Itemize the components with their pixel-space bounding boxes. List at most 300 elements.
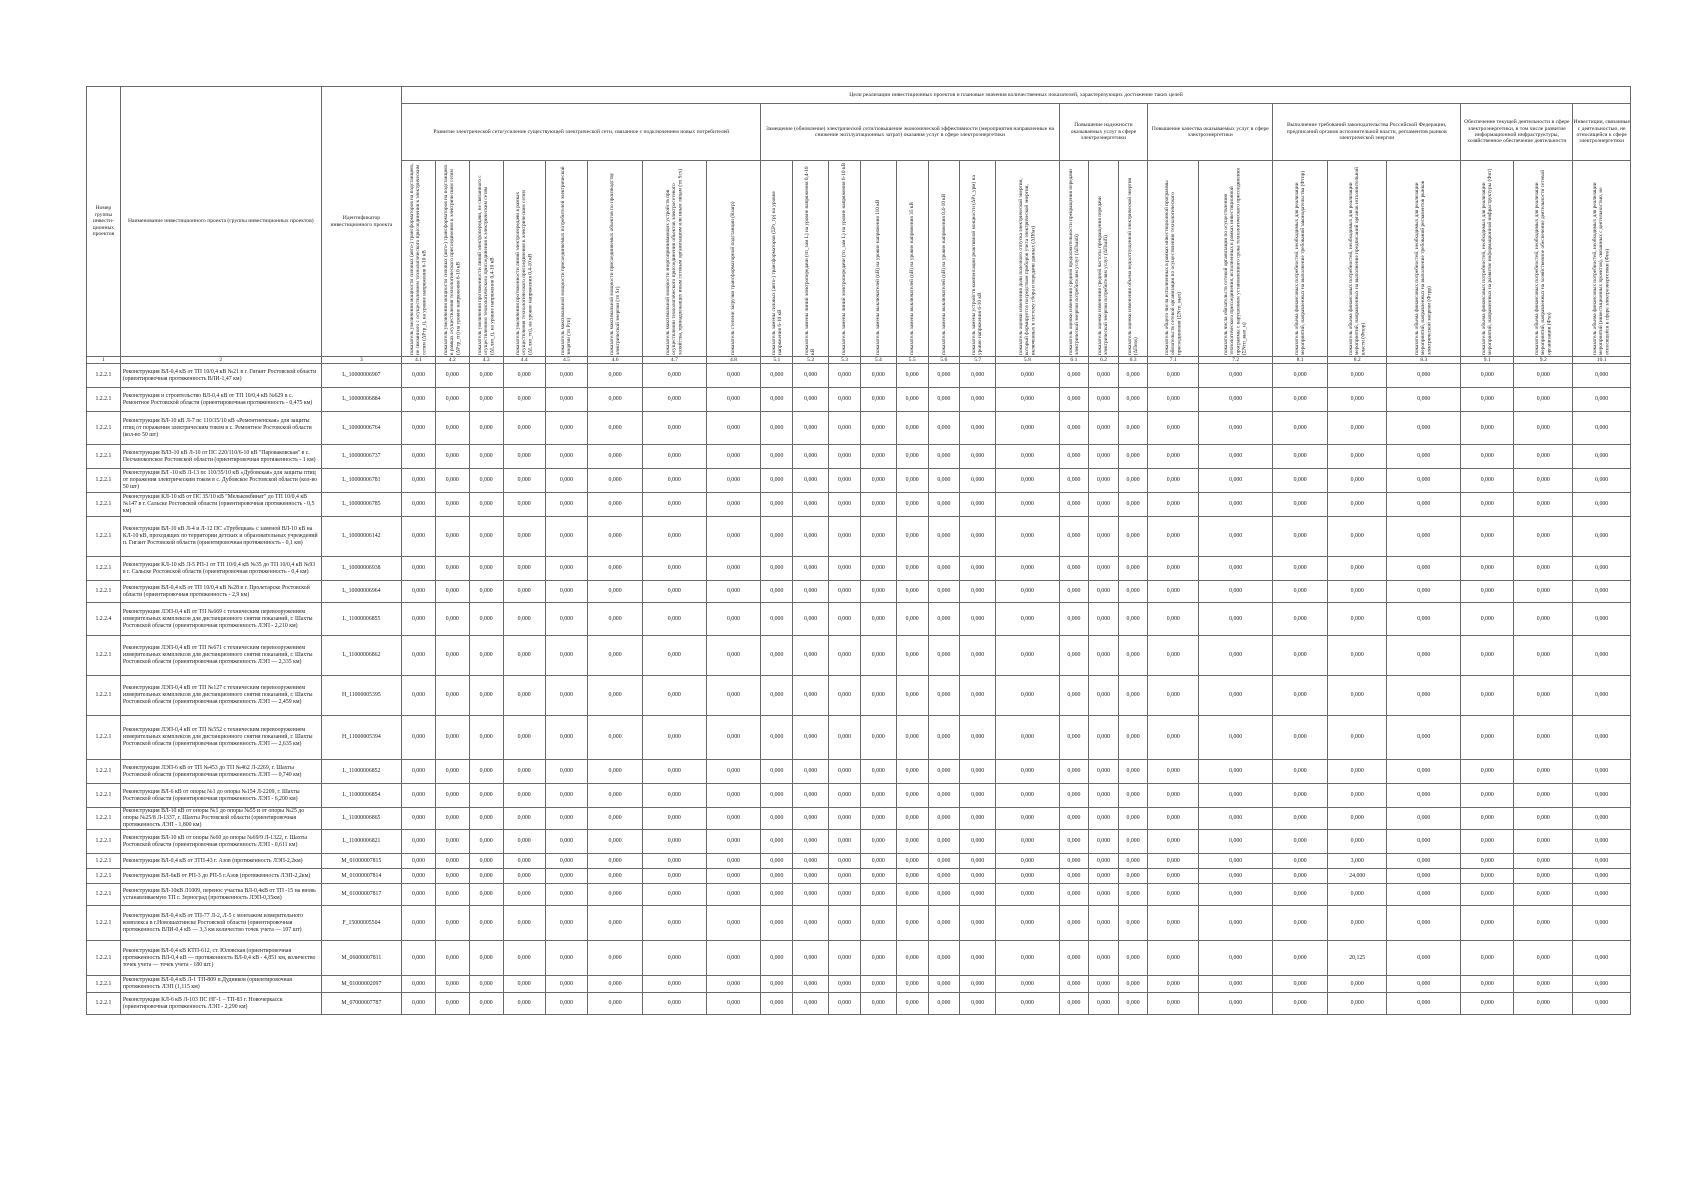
- cell-project-id: M_06000007811: [321, 941, 401, 976]
- cell-value: 0,000: [1089, 808, 1119, 830]
- cell-value: 0,000: [1328, 581, 1387, 603]
- cell-value: 0,000: [860, 716, 896, 760]
- cell-value: 0,000: [761, 993, 793, 1015]
- cell-value: 0,000: [1387, 869, 1461, 884]
- cell-value: 0,000: [1059, 581, 1089, 603]
- cell-value: 0,000: [1514, 993, 1573, 1015]
- cell-value: 0,000: [960, 445, 996, 469]
- cell-value: 0,000: [1118, 854, 1148, 869]
- cell-value: 0,000: [545, 557, 587, 581]
- cell-value: 0,000: [1461, 493, 1514, 517]
- cell-value: 0,000: [896, 364, 928, 388]
- cell-value: 0,000: [960, 603, 996, 636]
- cell-value: 0,000: [829, 445, 861, 469]
- cell-value: 0,000: [1514, 557, 1573, 581]
- column-number: 8.2: [1328, 357, 1387, 364]
- header-indicator: [1148, 161, 1199, 357]
- cell-value: 0,000: [1328, 517, 1387, 557]
- column-number: 8.3: [1387, 357, 1461, 364]
- cell-group-number: 1.2.2.1: [87, 445, 121, 469]
- cell-value: 0,000: [1514, 676, 1573, 716]
- cell-project-id: L_10000006142: [321, 517, 401, 557]
- cell-value: 3,000: [1328, 854, 1387, 869]
- cell-value: 0,000: [860, 854, 896, 869]
- cell-value: 0,000: [1118, 364, 1148, 388]
- cell-value: 0,000: [860, 493, 896, 517]
- cell-project-name: Реконструкция ВЛ-0,4 кВ от ТП 10/0,4 кВ №28 в г. Пролетарске Ростовской области (ориентировочная протяженность - 2,9 км): [120, 581, 321, 603]
- cell-value: 0,000: [996, 469, 1059, 493]
- cell-value: 0,000: [1461, 445, 1514, 469]
- cell-value: 0,000: [761, 854, 793, 869]
- cell-value: 0,000: [503, 993, 545, 1015]
- cell-value: 0,000: [402, 884, 436, 906]
- cell-value: 0,000: [960, 906, 996, 941]
- cell-value: 0,000: [706, 364, 761, 388]
- cell-value: 0,000: [1573, 388, 1631, 412]
- cell-value: 0,000: [928, 884, 960, 906]
- cell-value: 0,000: [1199, 993, 1273, 1015]
- cell-value: 0,000: [793, 581, 829, 603]
- cell-value: 0,000: [1148, 493, 1199, 517]
- cell-value: 0,000: [435, 993, 469, 1015]
- cell-value: 0,000: [643, 557, 706, 581]
- cell-value: 0,000: [996, 517, 1059, 557]
- cell-value: 0,000: [1148, 808, 1199, 830]
- cell-value: 0,000: [1514, 469, 1573, 493]
- cell-value: 0,000: [469, 760, 503, 784]
- cell-value: 0,000: [928, 716, 960, 760]
- cell-value: 0,000: [469, 993, 503, 1015]
- cell-value: 0,000: [469, 469, 503, 493]
- cell-value: 0,000: [1089, 976, 1119, 993]
- cell-value: 0,000: [1148, 676, 1199, 716]
- cell-value: 0,000: [1089, 581, 1119, 603]
- cell-value: 0,000: [588, 784, 643, 808]
- cell-value: 0,000: [1199, 603, 1273, 636]
- cell-value: 0,000: [1328, 636, 1387, 676]
- cell-value: 0,000: [402, 854, 436, 869]
- cell-value: 0,000: [996, 412, 1059, 445]
- cell-value: 0,000: [469, 412, 503, 445]
- header-indicator: [588, 161, 643, 357]
- cell-value: 0,000: [1089, 636, 1119, 676]
- cell-project-id: H_11000005395: [321, 676, 401, 716]
- cell-value: 0,000: [1089, 412, 1119, 445]
- cell-value: 0,000: [1059, 884, 1089, 906]
- cell-value: 0,000: [1199, 517, 1273, 557]
- cell-value: 0,000: [1199, 676, 1273, 716]
- header-indicator: [1199, 161, 1273, 357]
- cell-value: 0,000: [1273, 364, 1328, 388]
- cell-value: 0,000: [588, 603, 643, 636]
- cell-value: 0,000: [860, 784, 896, 808]
- header-goal-group: Инвестиции, связанные с деятельностью, не относящейся к сфере электроэнергетики: [1573, 104, 1631, 161]
- header-indicator-text: показатель объема финансовых потребностей, необходимых для реализации мероприятий, направленных на выполнение предписаний органов исполнительной власти (Фпор): [1347, 166, 1367, 355]
- cell-value: 0,000: [545, 808, 587, 830]
- cell-project-id: M_01000007814: [321, 869, 401, 884]
- cell-value: 0,000: [829, 993, 861, 1015]
- cell-value: 0,000: [1461, 517, 1514, 557]
- cell-value: 0,000: [860, 941, 896, 976]
- cell-value: 0,000: [1387, 364, 1461, 388]
- cell-value: 0,000: [996, 869, 1059, 884]
- cell-value: 0,000: [435, 493, 469, 517]
- cell-value: 0,000: [928, 676, 960, 716]
- header-indicator-text: показатель замены силовых (авто-) трансформаторов (ΣPз_тр) на уровне напряжения 6-10 кВ: [770, 190, 783, 355]
- cell-value: 0,000: [545, 388, 587, 412]
- cell-value: 0,000: [1573, 760, 1631, 784]
- cell-value: 0,000: [469, 676, 503, 716]
- cell-value: 0,000: [1059, 469, 1089, 493]
- cell-value: 0,000: [793, 941, 829, 976]
- cell-value: 0,000: [996, 493, 1059, 517]
- cell-value: 0,000: [706, 603, 761, 636]
- cell-value: 0,000: [1148, 869, 1199, 884]
- cell-value: 0,000: [435, 976, 469, 993]
- cell-group-number: 1.2.2.1: [87, 469, 121, 493]
- cell-value: 0,000: [545, 517, 587, 557]
- cell-value: 0,000: [643, 603, 706, 636]
- cell-value: 0,000: [402, 784, 436, 808]
- cell-value: 0,000: [1514, 445, 1573, 469]
- cell-value: 0,000: [1273, 412, 1328, 445]
- cell-value: 0,000: [1387, 603, 1461, 636]
- cell-value: 0,000: [1328, 557, 1387, 581]
- cell-value: 0,000: [1573, 469, 1631, 493]
- cell-value: 0,000: [545, 784, 587, 808]
- cell-value: 0,000: [469, 906, 503, 941]
- cell-value: 0,000: [1199, 493, 1273, 517]
- cell-value: 0,000: [1328, 493, 1387, 517]
- cell-value: 0,000: [706, 636, 761, 676]
- cell-value: 0,000: [860, 445, 896, 469]
- cell-value: 0,000: [1573, 445, 1631, 469]
- cell-group-number: 1.2.2.1: [87, 906, 121, 941]
- cell-value: 0,000: [1573, 581, 1631, 603]
- cell-value: 0,000: [793, 517, 829, 557]
- cell-value: 0,000: [1573, 676, 1631, 716]
- cell-value: 0,000: [960, 830, 996, 854]
- cell-value: 0,000: [643, 581, 706, 603]
- header-indicator-text: показатель числа обязательств сетевой организации по осуществлению технологического присоединения, исполненных в рамках инвестиционной программы с нарушением установленного срока технологического присоединения (ΣNтп_вып_н): [1223, 167, 1248, 355]
- cell-value: 0,000: [1089, 884, 1119, 906]
- cell-value: 0,000: [1059, 636, 1089, 676]
- column-number: 4.5: [545, 357, 587, 364]
- table-row: [87, 993, 1631, 1015]
- cell-value: 0,000: [402, 581, 436, 603]
- cell-value: 0,000: [1573, 906, 1631, 941]
- header-indicator: [503, 161, 545, 357]
- cell-value: 0,000: [896, 557, 928, 581]
- cell-value: 0,000: [469, 830, 503, 854]
- cell-value: 0,000: [402, 716, 436, 760]
- table-row: [87, 364, 1631, 388]
- cell-value: 0,000: [503, 364, 545, 388]
- cell-value: 0,000: [960, 388, 996, 412]
- cell-value: 0,000: [1387, 445, 1461, 469]
- cell-value: 0,000: [960, 869, 996, 884]
- cell-value: 0,000: [1273, 976, 1328, 993]
- cell-value: 0,000: [1573, 364, 1631, 388]
- cell-value: 0,000: [588, 636, 643, 676]
- header-indicator-text: показатель объема финансовых потребностей, необходимых для реализации мероприятий (инвестиционных проектов), связанных с деятельностью, не относящейся к сфере электроэнергетики (Фно): [1592, 181, 1611, 355]
- cell-value: 0,000: [1059, 388, 1089, 412]
- cell-value: 0,000: [793, 976, 829, 993]
- cell-value: 0,000: [1387, 941, 1461, 976]
- cell-value: 0,000: [545, 636, 587, 676]
- cell-project-id: M_01000002097: [321, 976, 401, 993]
- cell-value: 0,000: [1461, 388, 1514, 412]
- investment-indicators-table: [86, 86, 1631, 1015]
- cell-value: 0,000: [793, 993, 829, 1015]
- column-number: 5.1: [761, 357, 793, 364]
- cell-value: 0,000: [1199, 830, 1273, 854]
- cell-value: 0,000: [928, 636, 960, 676]
- header-indicator: [860, 161, 896, 357]
- header-indicator: [706, 161, 761, 357]
- cell-value: 0,000: [545, 364, 587, 388]
- cell-value: 0,000: [503, 941, 545, 976]
- column-number: 5.3: [829, 357, 861, 364]
- cell-value: 0,000: [1273, 854, 1328, 869]
- cell-value: 0,000: [435, 854, 469, 869]
- cell-value: 0,000: [761, 941, 793, 976]
- header-indicator-text: показатель увеличения мощности силовых (авто-) трансформаторов на подстанциях в рамках осуществления технологического присоединения к электрическим сетям (ΔPтр_тп) на уровне напряжения 6-10 кВ: [442, 164, 462, 355]
- cell-value: 0,000: [829, 364, 861, 388]
- cell-value: 0,000: [588, 517, 643, 557]
- cell-value: 0,000: [761, 581, 793, 603]
- cell-project-name: Реконструкция ВЛ-0,4 кВ Л-1 ТП-809 п.Дудников (ориентировочная протяженность ЛЭП (1,115 км): [120, 976, 321, 993]
- cell-project-name: Реконструкция ВЛ-10 кВ от опоры №1 до опоры №55 и от опоры №25 до опоры №25/8 Л-1337, г. Шахты Ростовской области (ориентировочная протяженность ЛЭП - 1,800 км): [120, 808, 321, 830]
- cell-value: 0,000: [503, 445, 545, 469]
- cell-value: 0,000: [860, 993, 896, 1015]
- cell-value: 0,000: [402, 760, 436, 784]
- header-goal-group: Развитие электрической сети/усиление существующей электрической сети, связанное с подключением новых потребителей: [402, 104, 761, 161]
- cell-value: 0,000: [1573, 884, 1631, 906]
- cell-value: 0,000: [1199, 941, 1273, 976]
- cell-value: 0,000: [896, 854, 928, 869]
- cell-value: 0,000: [1118, 906, 1148, 941]
- cell-value: 0,000: [1387, 976, 1461, 993]
- cell-value: 0,000: [1148, 976, 1199, 993]
- cell-value: 0,000: [545, 469, 587, 493]
- cell-value: 0,000: [588, 581, 643, 603]
- cell-value: 0,000: [706, 493, 761, 517]
- cell-project-name: Реконструкция ЛЭП-0,4 кВ от ТП №669 с техническим перевооружением измерительных комплексов для дистанционного снятия показаний, г. Шахты Ростовской области (ориентировочная протяженность ЛЭП - 2,210 км): [120, 603, 321, 636]
- cell-project-id: M_01000007815: [321, 854, 401, 869]
- document-sheet: [86, 86, 1631, 1015]
- cell-value: 0,000: [643, 869, 706, 884]
- cell-value: 0,000: [928, 388, 960, 412]
- cell-value: 0,000: [435, 364, 469, 388]
- header-goal-group: Повышение надежности оказываемых услуг в сфере электроэнергетики: [1059, 104, 1148, 161]
- cell-value: 0,000: [503, 784, 545, 808]
- cell-value: 0,000: [643, 830, 706, 854]
- cell-group-number: 1.2.2.1: [87, 941, 121, 976]
- cell-value: 0,000: [1273, 716, 1328, 760]
- cell-value: 0,000: [1199, 760, 1273, 784]
- header-indicator-text: показатель объема финансовых потребностей, необходимых для реализации мероприятий, направленных на развитие информационной инфраструктуры (Фит): [1481, 168, 1494, 355]
- cell-group-number: 1.2.2.1: [87, 517, 121, 557]
- cell-value: 0,000: [860, 581, 896, 603]
- cell-value: 0,000: [761, 884, 793, 906]
- cell-value: 0,000: [643, 469, 706, 493]
- header-row-numbers: [87, 357, 1631, 364]
- cell-value: 0,000: [928, 808, 960, 830]
- cell-value: 0,000: [435, 469, 469, 493]
- cell-value: 0,000: [1199, 976, 1273, 993]
- cell-value: 0,000: [829, 716, 861, 760]
- cell-project-id: L_10000006764: [321, 412, 401, 445]
- cell-value: 0,000: [996, 830, 1059, 854]
- column-number: 3: [321, 357, 401, 364]
- cell-project-id: L_11000006852: [321, 760, 401, 784]
- cell-value: 0,000: [706, 830, 761, 854]
- cell-value: 0,000: [928, 364, 960, 388]
- cell-value: 0,000: [1328, 808, 1387, 830]
- cell-value: 0,000: [503, 869, 545, 884]
- cell-project-id: L_10000006907: [321, 364, 401, 388]
- cell-group-number: 1.2.2.1: [87, 760, 121, 784]
- cell-value: 0,000: [588, 808, 643, 830]
- cell-value: 0,000: [706, 941, 761, 976]
- header-indicator-text: показатель объема финансовых потребностей, необходимых для реализации мероприятий, направленных на выполнение требований регламентов рынков электрической энергии (Фтрр): [1414, 180, 1433, 355]
- cell-value: 0,000: [1089, 388, 1119, 412]
- cell-value: 0,000: [996, 364, 1059, 388]
- column-number: 1: [87, 357, 121, 364]
- header-indicator: [1273, 161, 1328, 357]
- cell-value: 0,000: [1118, 557, 1148, 581]
- cell-value: 0,000: [960, 581, 996, 603]
- cell-value: 0,000: [469, 557, 503, 581]
- column-number: 4.4: [503, 357, 545, 364]
- cell-value: 0,000: [1514, 760, 1573, 784]
- cell-value: 0,000: [793, 869, 829, 884]
- cell-value: 0,000: [896, 993, 928, 1015]
- cell-value: 0,000: [829, 784, 861, 808]
- column-number: 4.1: [402, 357, 436, 364]
- cell-value: 0,000: [761, 364, 793, 388]
- cell-value: 0,000: [588, 412, 643, 445]
- cell-value: 0,000: [1573, 854, 1631, 869]
- cell-value: 0,000: [1118, 884, 1148, 906]
- cell-value: 0,000: [860, 760, 896, 784]
- cell-value: 0,000: [860, 808, 896, 830]
- cell-value: 0,000: [996, 854, 1059, 869]
- cell-value: 0,000: [896, 603, 928, 636]
- cell-value: 0,000: [503, 581, 545, 603]
- table-row: [87, 716, 1631, 760]
- cell-value: 0,000: [793, 830, 829, 854]
- cell-value: 0,000: [706, 581, 761, 603]
- cell-value: 0,000: [1514, 364, 1573, 388]
- cell-value: 0,000: [503, 493, 545, 517]
- cell-value: 0,000: [793, 676, 829, 716]
- cell-value: 0,000: [1059, 906, 1089, 941]
- cell-project-id: L_10000006938: [321, 557, 401, 581]
- cell-value: 0,000: [545, 906, 587, 941]
- cell-value: 0,000: [960, 676, 996, 716]
- cell-value: 0,000: [706, 784, 761, 808]
- cell-value: 0,000: [1273, 884, 1328, 906]
- cell-value: 0,000: [1514, 716, 1573, 760]
- column-number: 4.6: [588, 357, 643, 364]
- cell-value: 0,000: [1514, 603, 1573, 636]
- cell-value: 0,000: [1089, 784, 1119, 808]
- cell-value: 0,000: [643, 676, 706, 716]
- header-indicator: [1387, 161, 1461, 357]
- header-project-id: Идентификатор инвестиционного проекта: [321, 87, 401, 357]
- cell-value: 0,000: [1148, 784, 1199, 808]
- cell-value: 0,000: [1273, 557, 1328, 581]
- column-number: 4.8: [706, 357, 761, 364]
- cell-value: 0,000: [1118, 581, 1148, 603]
- cell-value: 0,000: [960, 716, 996, 760]
- cell-value: 0,000: [996, 993, 1059, 1015]
- cell-value: 0,000: [896, 469, 928, 493]
- cell-value: 0,000: [761, 445, 793, 469]
- cell-value: 0,000: [402, 869, 436, 884]
- cell-value: 0,000: [1118, 469, 1148, 493]
- cell-value: 0,000: [1328, 676, 1387, 716]
- column-number: 5.4: [860, 357, 896, 364]
- cell-value: 0,000: [1089, 603, 1119, 636]
- cell-value: 0,000: [643, 517, 706, 557]
- cell-value: 0,000: [1059, 364, 1089, 388]
- header-indicator: [896, 161, 928, 357]
- cell-value: 0,000: [928, 493, 960, 517]
- cell-value: 0,000: [1059, 493, 1089, 517]
- cell-value: 0,000: [928, 869, 960, 884]
- cell-value: 0,000: [706, 716, 761, 760]
- cell-value: 0,000: [1059, 760, 1089, 784]
- cell-value: 0,000: [896, 906, 928, 941]
- table-row: [87, 808, 1631, 830]
- cell-value: 0,000: [1514, 388, 1573, 412]
- header-indicator-text: показатель увеличения протяженности линий электропередачи в рамках осуществления технологического присоединения к электрическим сетям (ΔLлэп_тп), на уровне напряжения 0,4-10 кВ: [514, 189, 534, 355]
- cell-value: 0,000: [435, 869, 469, 884]
- cell-value: 0,000: [1387, 854, 1461, 869]
- cell-value: 0,000: [1148, 517, 1199, 557]
- cell-value: 0,000: [996, 388, 1059, 412]
- header-indicator-text: показатель общего числа исполненных в рамках инвестиционной программы обязательств сетевой организации по осуществлению технологического присоединения (ΣNтп_вып): [1163, 179, 1183, 355]
- cell-value: 0,000: [402, 941, 436, 976]
- cell-value: 0,000: [761, 388, 793, 412]
- cell-value: 0,000: [1059, 869, 1089, 884]
- cell-value: 0,000: [1573, 412, 1631, 445]
- header-indicator: [1059, 161, 1089, 357]
- cell-value: 0,000: [1273, 581, 1328, 603]
- cell-value: 0,000: [960, 557, 996, 581]
- cell-value: 0,000: [435, 412, 469, 445]
- header-project-name: Наименование инвестиционного проекта (группы инвестиционных проектов): [120, 87, 321, 357]
- header-indicator-text: показатель увеличения протяженности линий электропередачи, не связанного с осуществлением технологического присоединения к электрическим сетям (ΔLлэп_i), на уровне напряжения 0,4-10 кВ: [476, 174, 496, 355]
- header-indicator: [1461, 161, 1514, 357]
- cell-value: 0,000: [1273, 676, 1328, 716]
- cell-value: 0,000: [1199, 364, 1273, 388]
- cell-value: 0,000: [1328, 830, 1387, 854]
- cell-value: 0,000: [1273, 808, 1328, 830]
- cell-value: 0,000: [1199, 469, 1273, 493]
- cell-value: 0,000: [1461, 469, 1514, 493]
- cell-value: 0,000: [1387, 784, 1461, 808]
- cell-value: 0,000: [402, 993, 436, 1015]
- cell-value: 0,000: [706, 412, 761, 445]
- cell-value: 0,000: [996, 906, 1059, 941]
- cell-value: 0,000: [1461, 364, 1514, 388]
- cell-value: 0,000: [402, 445, 436, 469]
- cell-value: 0,000: [469, 445, 503, 469]
